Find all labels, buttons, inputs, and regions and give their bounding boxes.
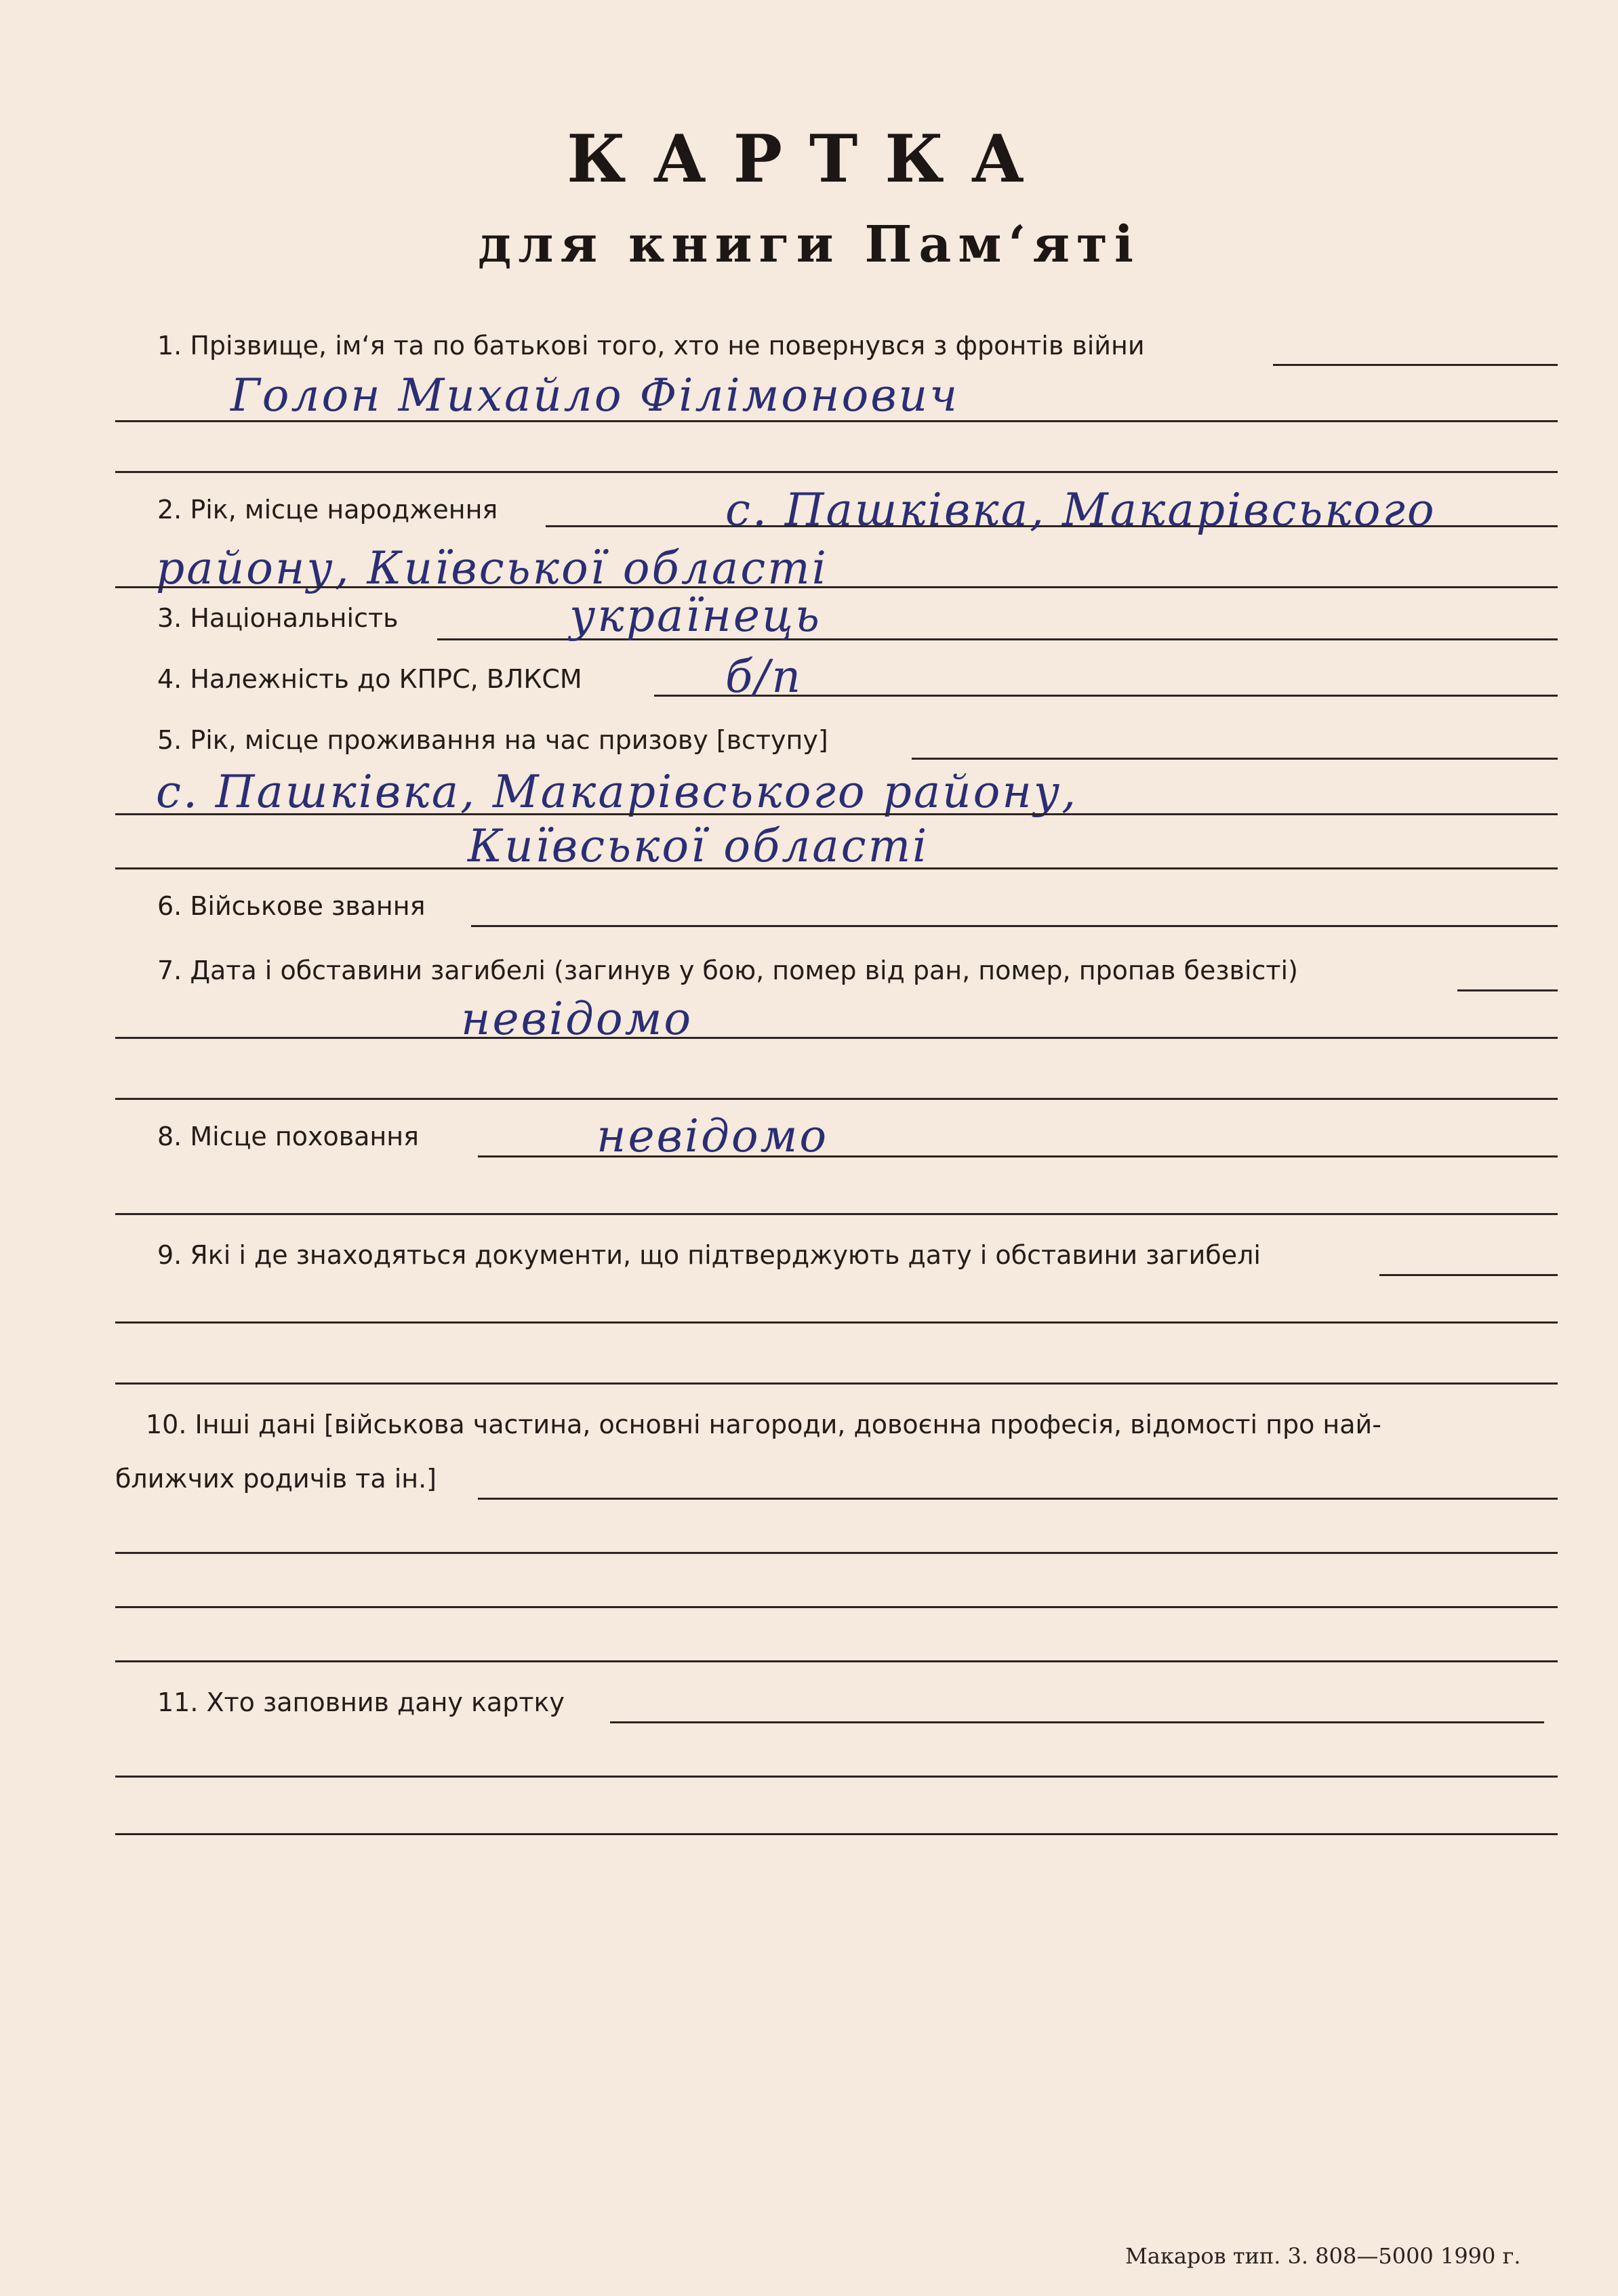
field-11-label: 11. Хто заповнив дану картку bbox=[157, 1687, 565, 1717]
field-8-value: невідомо bbox=[596, 1110, 829, 1162]
field-7-line-2 bbox=[115, 1037, 1558, 1039]
field-1-line-2 bbox=[115, 420, 1558, 422]
field-2-value-2: району, Київської області bbox=[156, 542, 828, 594]
field-9-line bbox=[1379, 1274, 1558, 1276]
field-2-value-1: с. Пашківка, Макарівського bbox=[725, 484, 1436, 536]
field-1-value: Голон Михайло Філімонович bbox=[230, 369, 960, 422]
field-8-label: 8. Місце поховання bbox=[157, 1122, 419, 1151]
field-8-line-2 bbox=[115, 1213, 1558, 1215]
field-5-line-2 bbox=[115, 813, 1558, 815]
field-4-value: б/п bbox=[725, 651, 803, 703]
field-1-line-3 bbox=[115, 471, 1558, 473]
card-subtitle: для книги Пам‘яті bbox=[478, 216, 1140, 274]
field-3-value: українець bbox=[569, 590, 822, 642]
field-11-line-2 bbox=[115, 1776, 1558, 1778]
field-1-line bbox=[1273, 364, 1558, 366]
field-10-line-3 bbox=[115, 1606, 1558, 1608]
field-6-line bbox=[471, 925, 1558, 927]
field-2-label: 2. Рік, місце народження bbox=[157, 495, 498, 525]
field-5-value-1: с. Пашківка, Макарівського району, bbox=[156, 766, 1078, 818]
field-10-line-2 bbox=[115, 1552, 1558, 1554]
field-1-label: 1. Прізвище, ім‘я та по батькові того, хто не повернувся з фронтів війни bbox=[157, 331, 1145, 361]
field-5-line-3 bbox=[115, 867, 1558, 869]
field-7-line-3 bbox=[115, 1098, 1558, 1100]
card-title: КАРТКА bbox=[567, 121, 1051, 197]
field-7-value: невідомо bbox=[461, 993, 693, 1045]
field-5-label: 5. Рік, місце проживання на час призову [вступу] bbox=[157, 725, 828, 755]
field-10-label-2: ближчих родичів та ін.] bbox=[115, 1464, 437, 1494]
field-5-line bbox=[912, 758, 1558, 760]
printer-imprint: Макаров тип. 3. 808—5000 1990 г. bbox=[1125, 2243, 1521, 2269]
field-4-label: 4. Належність до КПРС, ВЛКСМ bbox=[157, 664, 582, 694]
field-9-line-2 bbox=[115, 1321, 1558, 1324]
field-2-line-2 bbox=[115, 586, 1558, 588]
field-5-value-2: Київської області bbox=[468, 820, 929, 872]
field-9-line-3 bbox=[115, 1382, 1558, 1385]
field-7-line bbox=[1457, 989, 1558, 991]
field-7-label: 7. Дата і обставини загибелі (загинув у бою, помер від ран, помер, пропав безвісті) bbox=[157, 956, 1298, 985]
field-10-label-1: 10. Інші дані [військова частина, основні нагороди, довоєнна професія, відомості про най- bbox=[146, 1410, 1381, 1439]
field-10-line bbox=[478, 1498, 1558, 1500]
field-11-line bbox=[610, 1721, 1544, 1723]
field-9-label: 9. Які і де знаходяться документи, що підтверджують дату і обставини загибелі bbox=[157, 1240, 1261, 1270]
field-3-label: 3. Національність bbox=[157, 603, 399, 633]
field-6-label: 6. Військове звання bbox=[157, 891, 426, 921]
field-10-line-4 bbox=[115, 1660, 1558, 1662]
field-11-line-3 bbox=[115, 1833, 1558, 1835]
